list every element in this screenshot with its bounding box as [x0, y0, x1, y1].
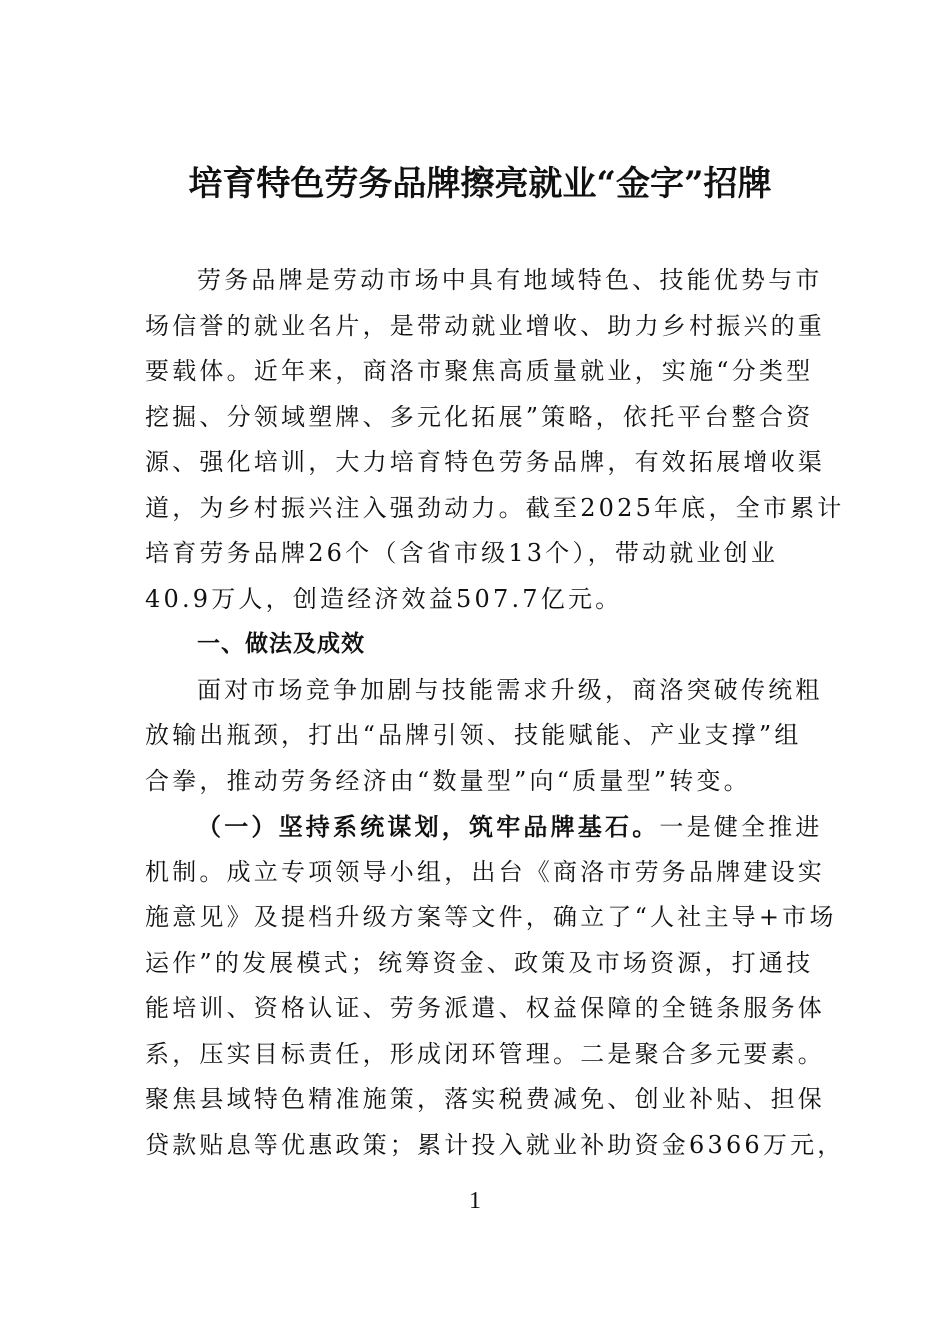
section-heading: 一、做法及成效: [197, 631, 365, 657]
paragraph-line: 系，压实目标责任，形成闭环管理。二是聚合多元要素。: [145, 1039, 825, 1068]
subsection-text: 一是健全推进: [659, 813, 823, 841]
paragraph-line: 运作”的发展模式；统筹资金、政策及市场资源，打通技: [145, 948, 814, 977]
paragraph-line: 面对市场竞争加剧与技能需求升级，商洛突破传统粗: [197, 675, 823, 704]
paragraph-line: 场信誉的就业名片，是带动就业增收、助力乡村振兴的重: [145, 311, 825, 340]
paragraph-line: 机制。成立专项领导小组，出台《商洛市劳务品牌建设实: [145, 857, 825, 886]
paragraph-line: 挖掘、分领域塑牌、多元化拓展”策略，依托平台整合资: [145, 402, 814, 431]
document-body: [145, 258, 845, 1168]
subsection-first-line: [145, 804, 823, 850]
paragraph-line: 能培训、资格认证、劳务派遣、权益保障的全链条服务体: [145, 994, 825, 1022]
subsection-heading: （一）坚持系统谋划，筑牢品牌基石。: [197, 812, 660, 841]
paragraph-line: 聚焦县域特色精准施策，落实税费减免、创业补贴、担保: [145, 1085, 825, 1113]
paragraph-line: 要载体。近年来，商洛市聚焦高质量就业，实施“分类型: [145, 357, 814, 385]
paragraph-line: 施意见》及提档升级方案等文件，确立了“人社主导+市场: [145, 903, 837, 931]
paragraph-line: 培育劳务品牌26个（含省市级13个），带动就业创业: [145, 539, 779, 567]
paragraph-line: 源、强化培训，大力培育特色劳务品牌，有效拓展增收渠: [145, 448, 825, 476]
document-title: 培育特色劳务品牌擦亮就业“金字”招牌: [188, 164, 772, 204]
paragraph-line: 放输出瓶颈，打出“品牌引领、技能赋能、产业支撑”组: [145, 721, 802, 749]
paragraph-line: 合拳，推动劳务经济由“数量型”向“质量型”转变。: [145, 766, 751, 795]
paragraph-line: 40.9万人，创造经济效益507.7亿元。: [145, 584, 623, 613]
paragraph-line: 道，为乡村振兴注入强劲动力。截至2025年底，全市累计: [145, 493, 845, 522]
page-number: 1: [469, 1188, 481, 1214]
paragraph-line: 贷款贴息等优惠政策；累计投入就业补助资金6366万元，: [145, 1130, 845, 1159]
paragraph-line: 劳务品牌是劳动市场中具有地域特色、技能优势与市: [197, 266, 823, 294]
